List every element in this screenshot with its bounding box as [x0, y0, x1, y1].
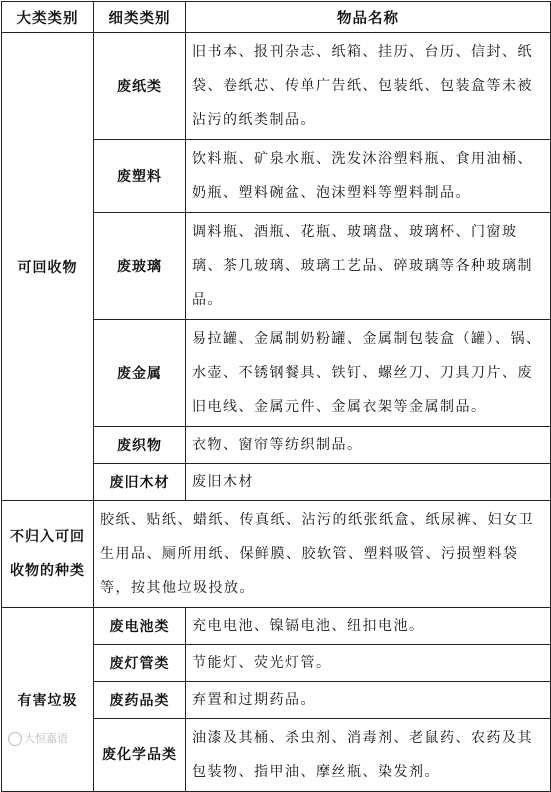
subcategory-medicine: 废药品类 [94, 682, 186, 719]
items-plastic: 饮料瓶、矿泉水瓶、洗发沐浴塑料瓶、食用油桶、奶瓶、塑料碗盆、泡沫塑料等塑料制品。 [186, 140, 551, 213]
category-recyclable: 可回收物 [2, 33, 94, 501]
subcategory-plastic: 废塑料 [94, 140, 186, 213]
subcategory-lamp: 废灯管类 [94, 645, 186, 682]
subcategory-glass: 废玻璃 [94, 213, 186, 320]
items-glass: 调料瓶、酒瓶、花瓶、玻璃盘、玻璃杯、门窗玻璃、茶几玻璃、玻璃工艺品、碎玻璃等各种玻璃制品。 [186, 213, 551, 320]
items-medicine: 弃置和过期药品。 [186, 682, 551, 719]
items-textile: 衣物、窗帘等纺织制品。 [186, 427, 551, 464]
subcategory-textile: 废织物 [94, 427, 186, 464]
subcategory-chemical: 废化学品类 [94, 719, 186, 792]
header-major-category: 大类类别 [2, 2, 94, 33]
subcategory-paper: 废纸类 [94, 33, 186, 140]
items-wood: 废旧木材 [186, 464, 551, 501]
items-lamp: 节能灯、荧光灯管。 [186, 645, 551, 682]
waste-classification-table [1, 1, 551, 792]
items-chemical: 油漆及其桶、杀虫剂、消毒剂、老鼠药、农药及其包装物、指甲油、摩丝瓶、染发剂。 [186, 719, 551, 792]
table-row [2, 608, 551, 645]
items-battery: 充电电池、镍镉电池、纽扣电池。 [186, 608, 551, 645]
table-row [2, 33, 551, 140]
category-non-recyclable: 不归入可回收物的种类 [2, 501, 94, 608]
category-hazardous: 有害垃圾 [2, 608, 94, 792]
subcategory-battery: 废电池类 [94, 608, 186, 645]
watermark-text: 大恒嘉语 [24, 732, 68, 745]
items-non-recyclable: 胶纸、贴纸、蜡纸、传真纸、沾污的纸张纸盒、纸尿裤、妇女卫生用品、厕所用纸、保鲜膜、胶软管、塑料吸管、污损塑料袋等，按其他垃圾投放。 [94, 501, 551, 608]
watermark-logo-icon [8, 732, 22, 746]
header-row [2, 2, 551, 33]
subcategory-wood: 废旧木材 [94, 464, 186, 501]
watermark [8, 730, 68, 746]
subcategory-metal: 废金属 [94, 320, 186, 427]
items-paper: 旧书本、报刊杂志、纸箱、挂历、台历、信封、纸袋、卷纸芯、传单广告纸、包装纸、包装盒等未被沾污的纸类制品。 [186, 33, 551, 140]
header-minor-category: 细类类别 [94, 2, 186, 33]
table-row [2, 501, 551, 608]
items-metal: 易拉罐、金属制奶粉罐、金属制包装盒（罐）、锅、水壶、不锈钢餐具、铁钉、螺丝刀、刀具刀片、废旧电线、金属元件、金属衣架等金属制品。 [186, 320, 551, 427]
header-item-names: 物品名称 [186, 2, 551, 33]
